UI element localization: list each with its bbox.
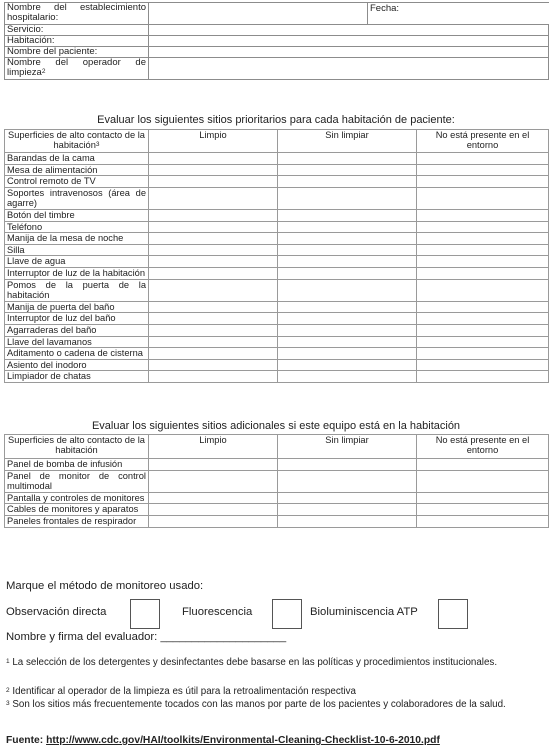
col-not-clean: Sin limpiar: [278, 130, 417, 153]
section2-row: [5, 515, 549, 527]
not-clean-cell[interactable]: [278, 187, 417, 209]
not-clean-cell[interactable]: [278, 492, 417, 504]
surface-label: Botón del timbre: [5, 209, 149, 221]
room-label: Habitación:: [5, 36, 149, 47]
clean-cell[interactable]: [149, 187, 278, 209]
not-present-cell[interactable]: [417, 209, 549, 221]
section2-row: [5, 504, 549, 516]
section2-title: Evaluar los siguientes sitios adicionales si este equipo está en la habitación: [91, 420, 461, 432]
not-clean-cell[interactable]: [278, 313, 417, 325]
not-clean-cell[interactable]: [278, 515, 417, 527]
option-fluorescence: Fluorescencia: [182, 606, 253, 618]
surface-label: Paneles frontales de respirador: [5, 515, 149, 527]
evaluator-signature-field[interactable]: Nombre y firma del evaluador: ____________________: [6, 631, 287, 643]
clean-cell[interactable]: [149, 209, 278, 221]
not-clean-cell[interactable]: [278, 336, 417, 348]
surface-label: Panel de bomba de infusión: [5, 459, 149, 471]
section1-row: [5, 153, 549, 165]
section1-row: [5, 256, 549, 268]
not-clean-cell[interactable]: [278, 504, 417, 516]
clean-cell[interactable]: [149, 359, 278, 371]
footnote-1: $^1$ La selección de los detergentes y desinfectantes debe basarse en las políticas y procedimientos institucionales.: [6, 657, 498, 668]
surface-label: Limpiador de chatas: [5, 371, 149, 383]
clean-cell[interactable]: [149, 233, 278, 245]
surface-label: Pomos de la puerta de la habitación: [5, 279, 149, 301]
not-clean-cell[interactable]: [278, 301, 417, 313]
footnote-3: $^3$ Son los sitios más frecuentemente tocados con las manos por parte de los pacientes y colaboradores de la salud.: [6, 699, 506, 710]
not-present-cell[interactable]: [417, 504, 549, 516]
not-present-cell[interactable]: [417, 459, 549, 471]
surface-label: Teléfono: [5, 221, 149, 233]
col-surfaces-2: Superficies de alto contacto de la habitación: [5, 435, 149, 459]
surface-label: Manija de puerta del baño: [5, 301, 149, 313]
fluorescence-checkbox[interactable]: [272, 599, 302, 629]
not-clean-cell[interactable]: [278, 153, 417, 165]
clean-cell[interactable]: [149, 371, 278, 383]
section1-row: [5, 371, 549, 383]
not-present-cell[interactable]: [417, 313, 549, 325]
section1-row: [5, 209, 549, 221]
clean-cell[interactable]: [149, 153, 278, 165]
not-clean-cell[interactable]: [278, 244, 417, 256]
clean-cell[interactable]: [149, 267, 278, 279]
section2-row: [5, 459, 549, 471]
service-label: Servicio:: [5, 25, 149, 36]
direct-observation-checkbox[interactable]: [130, 599, 160, 629]
not-present-cell[interactable]: [417, 244, 549, 256]
not-present-cell[interactable]: [417, 267, 549, 279]
section2-row: [5, 470, 549, 492]
col-clean-2: Limpio: [149, 435, 278, 459]
header-table: [4, 2, 549, 80]
section1-row: [5, 244, 549, 256]
clean-cell[interactable]: [149, 164, 278, 176]
not-clean-cell[interactable]: [278, 348, 417, 360]
surface-label: Silla: [5, 244, 149, 256]
surface-label: Llave del lavamanos: [5, 336, 149, 348]
section1-table: [4, 129, 549, 383]
clean-cell[interactable]: [149, 515, 278, 527]
clean-cell[interactable]: [149, 348, 278, 360]
not-present-cell[interactable]: [417, 164, 549, 176]
section1-row: [5, 267, 549, 279]
source-label: Fuente:: [6, 735, 44, 746]
section1-row: [5, 164, 549, 176]
establishment-label: Nombre del establecimiento hospitalario:: [5, 3, 149, 25]
section2-rows: [5, 459, 549, 528]
clean-cell[interactable]: [149, 324, 278, 336]
surface-label: Llave de agua: [5, 256, 149, 268]
not-clean-cell[interactable]: [278, 221, 417, 233]
not-clean-cell[interactable]: [278, 267, 417, 279]
section1-row: [5, 176, 549, 188]
surface-label: Aditamento o cadena de cisterna: [5, 348, 149, 360]
clean-cell[interactable]: [149, 459, 278, 471]
establishment-field[interactable]: [149, 3, 368, 25]
col-not-present-2: No está presente en el entorno: [417, 435, 549, 459]
not-clean-cell[interactable]: [278, 371, 417, 383]
surface-label: Interruptor de luz del baño: [5, 313, 149, 325]
section1-row: [5, 233, 549, 245]
section1-row: [5, 348, 549, 360]
not-present-cell[interactable]: [417, 256, 549, 268]
clean-cell[interactable]: [149, 470, 278, 492]
col-surfaces: Superficies de alto contacto de la habitación$^3$: [5, 130, 149, 153]
section1-title: Evaluar los siguientes sitios prioritarios para cada habitación de paciente:: [97, 114, 455, 126]
surface-label: Control remoto de TV: [5, 176, 149, 188]
clean-cell[interactable]: [149, 221, 278, 233]
date-label: Fecha:: [368, 3, 549, 25]
not-present-cell[interactable]: [417, 153, 549, 165]
section1-row: [5, 324, 549, 336]
clean-cell[interactable]: [149, 176, 278, 188]
atp-bioluminescence-checkbox[interactable]: [438, 599, 468, 629]
section2-table: [4, 434, 549, 528]
operator-field[interactable]: [149, 58, 549, 80]
not-clean-cell[interactable]: [278, 279, 417, 301]
service-field[interactable]: [149, 25, 549, 36]
section1-row: [5, 313, 549, 325]
not-present-cell[interactable]: [417, 233, 549, 245]
not-present-cell[interactable]: [417, 492, 549, 504]
not-present-cell[interactable]: [417, 324, 549, 336]
col-not-clean-2: Sin limpiar: [278, 435, 417, 459]
surface-label: Asiento del inodoro: [5, 359, 149, 371]
not-clean-cell[interactable]: [278, 209, 417, 221]
room-field[interactable]: [149, 36, 549, 47]
clean-cell[interactable]: [149, 279, 278, 301]
not-present-cell[interactable]: [417, 336, 549, 348]
not-present-cell[interactable]: [417, 359, 549, 371]
clean-cell[interactable]: [149, 336, 278, 348]
not-clean-cell[interactable]: [278, 359, 417, 371]
footnote-2: $^2$ Identificar al operador de la limpieza es útil para la retroalimentación respectiva: [6, 686, 356, 697]
not-clean-cell[interactable]: [278, 470, 417, 492]
surface-label: Agarraderas del baño: [5, 324, 149, 336]
clean-cell[interactable]: [149, 492, 278, 504]
option-direct-observation: Observación directa: [6, 606, 107, 618]
section1-row: [5, 279, 549, 301]
surface-label: Panel de monitor de control multimodal: [5, 470, 149, 492]
surface-label: Pantalla y controles de monitores: [5, 492, 149, 504]
not-present-cell[interactable]: [417, 221, 549, 233]
clean-cell[interactable]: [149, 301, 278, 313]
surface-label: Interruptor de luz de la habitación: [5, 267, 149, 279]
surface-label: Soportes intravenosos (área de agarre): [5, 187, 149, 209]
section1-row: [5, 301, 549, 313]
section1-row: [5, 187, 549, 209]
patient-field[interactable]: [149, 47, 549, 58]
monitoring-prompt: Marque el método de monitoreo usado:: [6, 580, 204, 592]
section1-row: [5, 359, 549, 371]
not-clean-cell[interactable]: [278, 256, 417, 268]
operator-label: Nombre del operador de limpieza$^2$: [5, 58, 149, 80]
surface-label: Mesa de alimentación: [5, 164, 149, 176]
surface-label: Barandas de la cama: [5, 153, 149, 165]
source: [6, 735, 440, 746]
not-present-cell[interactable]: [417, 348, 549, 360]
not-clean-cell[interactable]: [278, 176, 417, 188]
option-atp-bioluminescence: Bioluminiscencia ATP: [310, 606, 418, 618]
source-link[interactable]: http://www.cdc.gov/HAI/toolkits/Environmental-Cleaning-Checklist-10-6-2010.pdf: [46, 735, 440, 746]
surface-label: Cables de monitores y aparatos: [5, 504, 149, 516]
not-present-cell[interactable]: [417, 515, 549, 527]
patient-label: Nombre del paciente:: [5, 47, 149, 58]
not-present-cell[interactable]: [417, 301, 549, 313]
col-not-present: No está presente en el entorno: [417, 130, 549, 153]
not-present-cell[interactable]: [417, 176, 549, 188]
not-clean-cell[interactable]: [278, 324, 417, 336]
not-present-cell[interactable]: [417, 187, 549, 209]
col-clean: Limpio: [149, 130, 278, 153]
clean-cell[interactable]: [149, 504, 278, 516]
clean-cell[interactable]: [149, 313, 278, 325]
section1-row: [5, 336, 549, 348]
clean-cell[interactable]: [149, 256, 278, 268]
not-clean-cell[interactable]: [278, 233, 417, 245]
section2-row: [5, 492, 549, 504]
not-present-cell[interactable]: [417, 470, 549, 492]
section1-row: [5, 221, 549, 233]
not-clean-cell[interactable]: [278, 164, 417, 176]
clean-cell[interactable]: [149, 244, 278, 256]
section1-rows: [5, 153, 549, 383]
not-present-cell[interactable]: [417, 371, 549, 383]
surface-label: Manija de la mesa de noche: [5, 233, 149, 245]
not-clean-cell[interactable]: [278, 459, 417, 471]
not-present-cell[interactable]: [417, 279, 549, 301]
